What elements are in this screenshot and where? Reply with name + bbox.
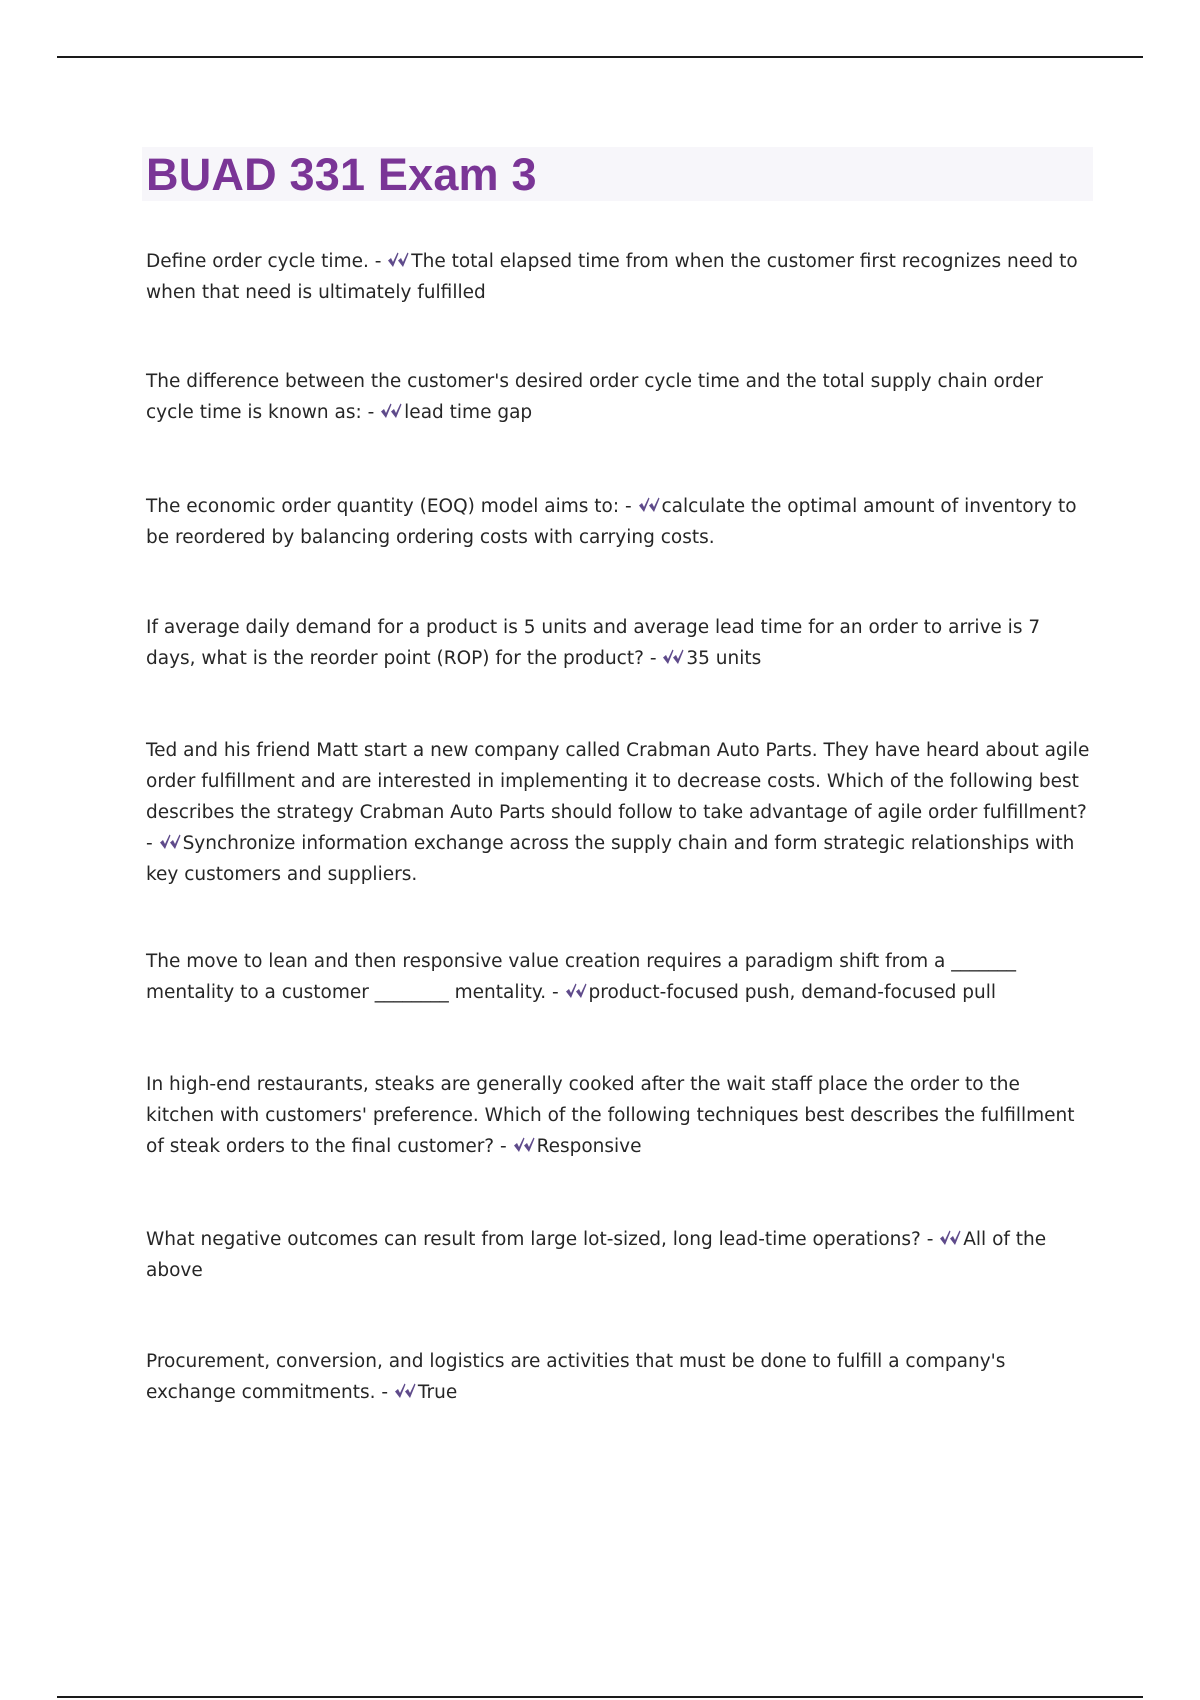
question-text: If average daily demand for a product is 5 units and average lead time for an order to arrive is 7 days, what is the reorder point (ROP) for the product?	[146, 617, 1041, 669]
double-checkmark-icon	[513, 1135, 535, 1155]
answer-text: 35 units	[686, 648, 762, 669]
title-banner	[142, 147, 1093, 201]
qa-item	[146, 946, 1092, 1008]
double-checkmark-icon	[638, 495, 660, 515]
double-checkmark-icon	[939, 1228, 961, 1248]
separator: -	[375, 1382, 394, 1403]
answer-text: True	[417, 1382, 458, 1403]
page-title: BUAD 331 Exam 3	[146, 148, 537, 200]
qa-item	[146, 1069, 1092, 1162]
question-text: In high-end restaurants, steaks are generally cooked after the wait staff place the order to the kitchen with customers' preference. Which of the following techniques best describes the fulfillment of steak orders to the final customer?	[146, 1074, 1075, 1157]
qa-item	[146, 491, 1092, 553]
question-text: The move to lean and then responsive value creation requires a paradigm shift from a _______ mentality to a customer ________ mentality.	[146, 951, 1017, 1003]
answer-text: calculate the optimal amount of inventory to be reordered by balancing ordering costs with carrying costs.	[146, 496, 1077, 548]
qa-item	[146, 1224, 1092, 1286]
separator: -	[368, 251, 388, 272]
double-checkmark-icon	[387, 250, 409, 270]
double-checkmark-icon	[394, 1381, 416, 1401]
qa-item	[146, 735, 1092, 890]
separator: -	[643, 648, 663, 669]
answer-text: The total elapsed time from when the customer first recognizes need to when that need is ultimately fulfilled	[146, 251, 1078, 303]
qa-item	[146, 366, 1092, 428]
answer-text: All of the above	[146, 1229, 1047, 1281]
qa-item	[146, 612, 1092, 674]
separator: -	[546, 982, 565, 1003]
answer-text: product-focused push, demand-focused pull	[588, 982, 997, 1003]
double-checkmark-icon	[565, 981, 587, 1001]
qa-item	[146, 1346, 1092, 1408]
qa-item	[146, 246, 1092, 308]
separator: -	[361, 402, 381, 423]
question-text: Define order cycle time.	[146, 251, 369, 272]
answer-text: lead time gap	[404, 402, 533, 423]
bottom-rule	[57, 1696, 1143, 1698]
double-checkmark-icon	[662, 647, 684, 667]
double-checkmark-icon	[159, 832, 181, 852]
double-checkmark-icon	[380, 401, 402, 421]
separator: -	[920, 1229, 940, 1250]
question-text: The difference between the customer's desired order cycle time and the total supply chain order cycle time is known as:	[146, 371, 1043, 423]
question-text: What negative outcomes can result from large lot-sized, long lead-time operations?	[146, 1229, 921, 1250]
separator: -	[146, 833, 159, 854]
separator: -	[494, 1136, 513, 1157]
separator: -	[619, 496, 638, 517]
question-text: The economic order quantity (EOQ) model aims to:	[146, 496, 620, 517]
question-text: Ted and his friend Matt start a new company called Crabman Auto Parts. They have heard about agile order fulfillment and are interested in implementing it to decrease costs. Which of the following best describes the strategy Crabman Auto Parts should follow to take advantage of agile order fulfillment?	[146, 740, 1090, 823]
answer-text: Responsive	[536, 1136, 642, 1157]
top-rule	[57, 56, 1143, 58]
question-text: Procurement, conversion, and logistics are activities that must be done to fulfill a company's exchange commitments.	[146, 1351, 1006, 1403]
answer-text: Synchronize information exchange across the supply chain and form strategic relationships with key customers and suppliers.	[146, 833, 1075, 885]
